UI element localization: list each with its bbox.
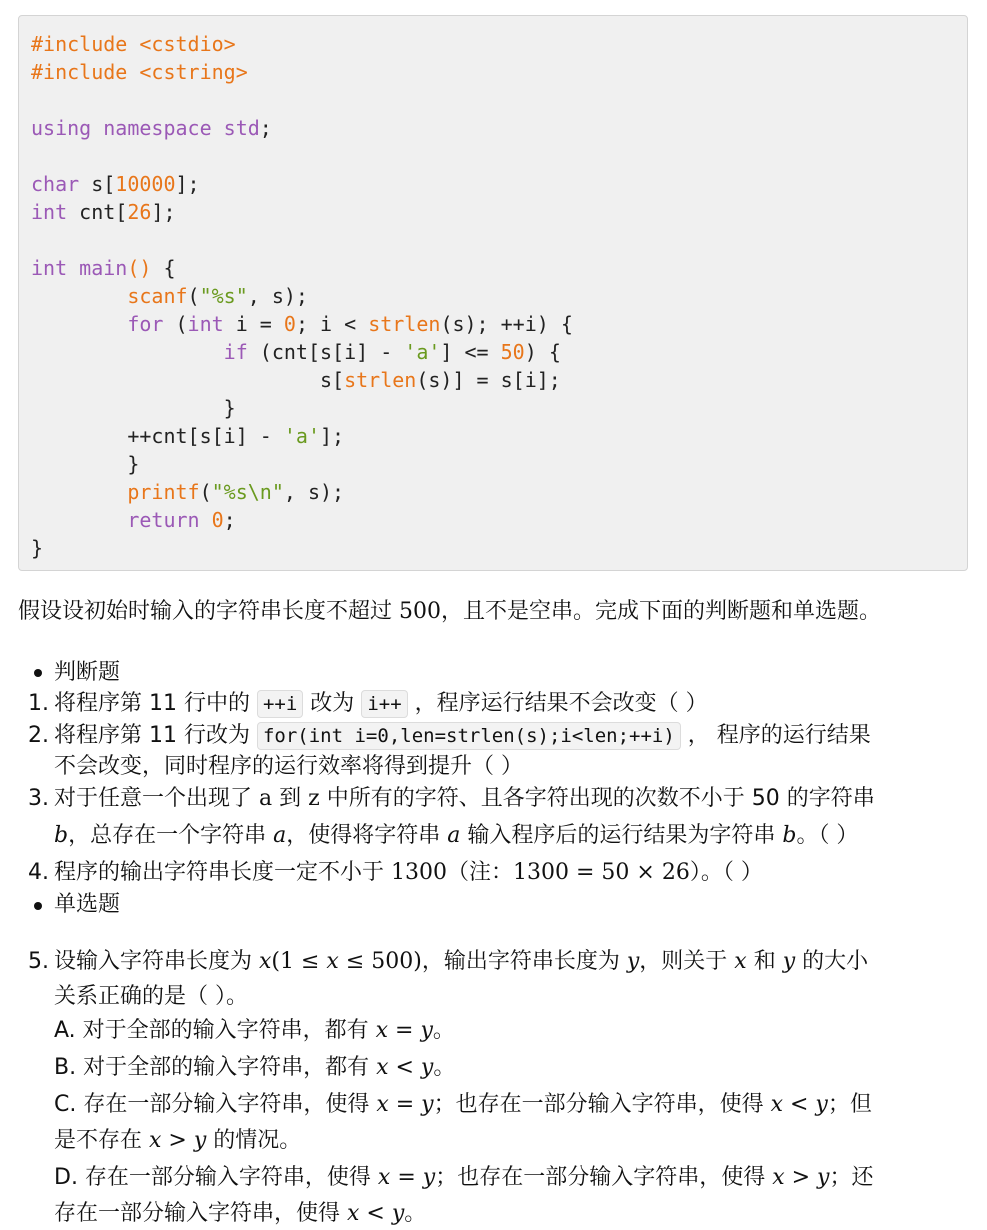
code-line-16: }: [31, 452, 140, 476]
code-line-15: ++cnt[s[i] - 'a'];: [31, 424, 345, 448]
q4-number: 4.: [28, 860, 49, 885]
code-line-9: int main() {: [31, 256, 176, 280]
option-c: C. 存在一部分输入字符串，使得 x = y；也存在一部分输入字符串，使得 x < y；但: [54, 1092, 872, 1117]
option-b: B. 对于全部的输入字符串，都有 x < y。: [54, 1055, 456, 1080]
code-inline: ++i: [257, 690, 303, 718]
question-4: 程序的输出字符串长度一定不小于 1300（注：1300 = 50 × 26）。（ ）: [54, 860, 763, 885]
code-line-17: printf("%s\n", s);: [127, 480, 345, 504]
code-line-4: using namespace std;: [31, 116, 272, 140]
code-block: [18, 15, 968, 571]
code-line-11: for (int i = 0; i < strlen(s); ++i) {: [127, 312, 573, 336]
choice-heading: 单选题: [54, 892, 121, 917]
code-line-13: s[strlen(s)] = s[i];: [31, 368, 561, 392]
code-line-14: }: [31, 396, 236, 420]
bullet-judge: [34, 669, 42, 677]
q3-number: 3.: [28, 786, 49, 811]
code-line-2: #include <cstring>: [31, 60, 248, 84]
question-5-cont: 关系正确的是（ ）。: [54, 984, 248, 1009]
option-c-cont: 是不存在 x > y 的情况。: [54, 1128, 302, 1153]
code-line-7: int cnt[26];: [31, 200, 176, 224]
bullet-choice: [34, 902, 42, 910]
question-2-cont: 不会改变，同时程序的运行效率将得到提升（ ）: [54, 754, 523, 779]
option-d: D. 存在一部分输入字符串，使得 x = y；也存在一部分输入字符串，使得 x > y；还: [54, 1165, 874, 1190]
intro-paragraph: 假设设初始时输入的字符串长度不超过 500，且不是空串。完成下面的判断题和单选题。: [18, 599, 882, 624]
option-d-cont: 存在一部分输入字符串，使得 x < y。: [54, 1201, 427, 1226]
code-line-18: return 0;: [127, 508, 236, 532]
question-3-cont: b，总存在一个字符串 a，使得将字符串 a 输入程序后的运行结果为字符串 b。（ ）: [54, 823, 859, 848]
question-2: 将程序第 11 行改为 for(int i=0,len=strlen(s);i<len;++i) ， 程序的运行结果: [54, 723, 871, 748]
option-a: A. 对于全部的输入字符串，都有 x = y。: [54, 1018, 455, 1043]
code-line-12: if (cnt[s[i] - 'a'] <= 50) {: [223, 340, 561, 364]
question-1: 将程序第 11 行中的 ++i 改为 i++ ，程序运行结果不会改变（ ）: [54, 691, 708, 716]
question-3: 对于任意一个出现了 a 到 z 中所有的字符、且各字符出现的次数不小于 50 的字符串: [54, 786, 875, 811]
code-inline: i++: [361, 690, 407, 718]
code-line-1: #include <cstdio>: [31, 32, 236, 56]
q1-number: 1.: [28, 691, 49, 716]
code-inline: for(int i=0,len=strlen(s);i<len;++i): [257, 722, 681, 750]
code-line-6: char s[10000];: [31, 172, 200, 196]
q2-number: 2.: [28, 723, 49, 748]
code-line-10: scanf("%s", s);: [127, 284, 308, 308]
judge-heading: 判断题: [54, 660, 121, 685]
code-line-19: }: [31, 536, 44, 560]
question-5: 设输入字符串长度为 x(1 ≤ x ≤ 500)，输出字符串长度为 y，则关于 x 和 y 的大小: [54, 949, 869, 974]
q5-number: 5.: [28, 949, 49, 974]
